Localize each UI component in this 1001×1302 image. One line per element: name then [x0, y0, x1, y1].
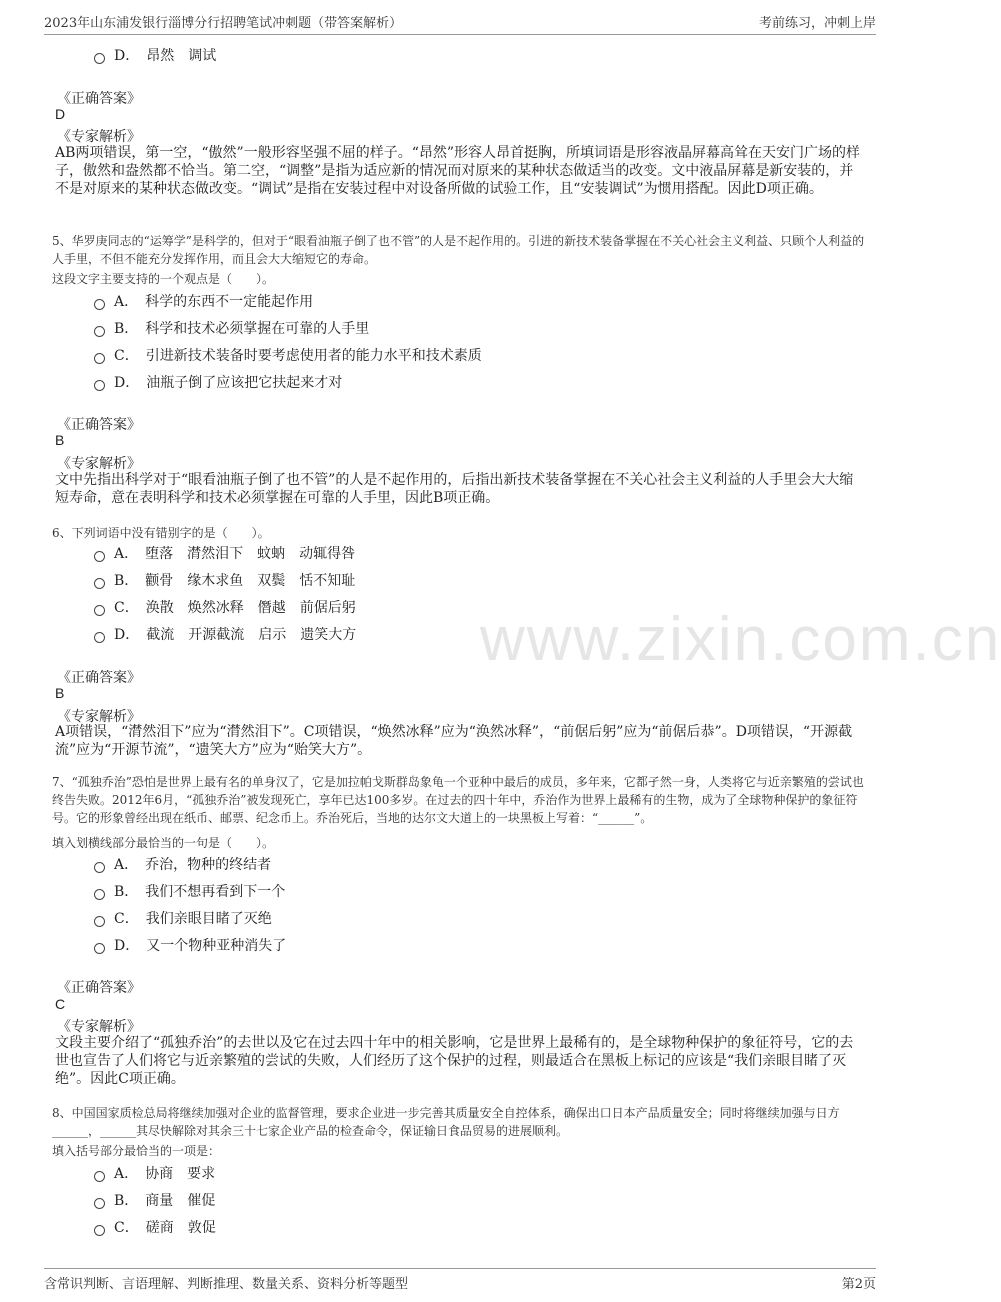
q5-option-c[interactable]: [94, 344, 482, 366]
answer-value: C: [55, 996, 66, 1012]
answer-label: 《正确答案》: [57, 417, 141, 433]
question-stem: 8、中国国家质检总局将继续加强对企业的监督管理，要求企业进一步完善其质量安全自控体系，确保出口日本产品质量安全；同时将继续加强与日方______，______其尽快解除对其余三十七家企业产品的检查命令，保证输日食品贸易的进展顺利。: [52, 1106, 840, 1138]
radio-icon[interactable]: [94, 943, 105, 954]
option-label: C． 引进新技术装备时要考虑使用者的能力水平和技术素质: [114, 348, 482, 364]
option-label: A． 乔治，物种的终结者: [114, 857, 272, 873]
option-label: B． 商量 催促: [114, 1193, 216, 1209]
radio-icon[interactable]: [94, 889, 105, 900]
option-label: C． 磋商 敦促: [114, 1220, 216, 1236]
page-footer: [44, 1268, 876, 1293]
radio-icon[interactable]: [94, 916, 105, 927]
q5-option-b[interactable]: [94, 317, 369, 339]
document-title: 2023年山东浦发银行淄博分行招聘笔试冲刺题（带答案解析）: [44, 16, 403, 31]
q8-option-c[interactable]: [94, 1216, 216, 1238]
q6-option-a[interactable]: [94, 542, 355, 564]
option-label: D． 截流 开源截流 启示 遗笑大方: [114, 627, 357, 643]
q5-option-a[interactable]: [94, 290, 313, 312]
question-prompt: 这段文字主要支持的一个观点是（ ）。: [52, 272, 275, 286]
header-slogan: 考前练习，冲刺上岸: [758, 16, 876, 31]
q8-option-a[interactable]: [94, 1162, 215, 1184]
radio-icon[interactable]: [94, 53, 105, 64]
answer-value: B: [55, 685, 65, 701]
option-label: A． 协商 要求: [114, 1166, 216, 1182]
q7-option-b[interactable]: [94, 880, 285, 902]
radio-icon[interactable]: [94, 632, 105, 643]
option-label: A． 科学的东西不一定能起作用: [114, 294, 314, 310]
option-label: C． 我们亲眼目睹了灭绝: [114, 911, 272, 927]
question-prompt: 填入括号部分最恰当的一项是：: [52, 1144, 221, 1158]
option-label: D． 昂然 调试: [114, 48, 217, 64]
answer-value: D: [55, 106, 66, 122]
option-label: D． 油瓶子倒了应该把它扶起来才对: [114, 375, 343, 391]
option-label: B． 我们不想再看到下一个: [114, 884, 286, 900]
radio-icon[interactable]: [94, 380, 105, 391]
q6-option-d[interactable]: [94, 623, 356, 645]
analysis-label: 《专家解析》: [57, 1019, 141, 1035]
analysis-label: 《专家解析》: [57, 709, 141, 725]
answer-label: 《正确答案》: [57, 670, 141, 686]
analysis-text: 文中先指出科学对于“眼看油瓶子倒了也不管”的人是不起作用的，后指出新技术装备掌握在不关心社会主义利益的人手里会大大缩短寿命，意在表明科学和技术必须掌握在可靠的人手里，因此B项正确。: [55, 472, 854, 506]
page-header: [44, 10, 876, 35]
question-prompt: 填入划横线部分最恰当的一句是（ ）。: [52, 836, 275, 850]
question-stem: 6、下列词语中没有错别字的是（ ）。: [52, 526, 270, 540]
option-label: D． 又一个物种亚种消失了: [114, 938, 287, 954]
analysis-label: 《专家解析》: [57, 129, 141, 145]
option-label: B． 颧骨 缘木求鱼 双鬓 恬不知耻: [114, 573, 356, 589]
q5-option-d[interactable]: [94, 371, 342, 393]
radio-icon[interactable]: [94, 862, 105, 873]
radio-icon[interactable]: [94, 353, 105, 364]
radio-icon[interactable]: [94, 299, 105, 310]
radio-icon[interactable]: [94, 1171, 105, 1182]
question-stem: 5、华罗庚同志的“运筹学”是科学的，但对于“眼看油瓶子倒了也不管”的人是不起作用的。引进的新技术装备掌握在不关心社会主义利益、只顾个人利益的人手里，不但不能充分发挥作用，而且会大大缩短它的寿命。: [52, 234, 865, 266]
page-number: 第2页: [841, 1277, 876, 1292]
option-label: A． 堕落 潸然泪下 蚊蚋 动辄得咎: [114, 546, 356, 562]
q7-option-a[interactable]: [94, 853, 271, 875]
footer-categories: 含常识判断、言语理解、判断推理、数量关系、资料分析等题型: [44, 1277, 409, 1292]
answer-label: 《正确答案》: [57, 91, 141, 107]
q6-option-c[interactable]: [94, 596, 356, 618]
radio-icon[interactable]: [94, 326, 105, 337]
option-label: B． 科学和技术必须掌握在可靠的人手里: [114, 321, 370, 337]
q6-option-b[interactable]: [94, 569, 355, 591]
q8-option-b[interactable]: [94, 1189, 215, 1211]
radio-icon[interactable]: [94, 551, 105, 562]
question-stem: 7、“孤独乔治”恐怕是世界上最有名的单身汉了，它是加拉帕戈斯群岛象龟一个亚种中最后的成员，多年来，它都孑然一身，人类将它与近亲繁殖的尝试也终告失败。2012年6月，“孤独乔治”被发现死亡，享年已达100多岁。在过去的四十年中，乔治作为世界上最稀有的生物，成为了全球物种保护的象征符号。它的形象曾经出现在纸币、邮票、纪念币上。乔治死后，当地的达尔文大道上的一块黑板上写着：“______”。: [52, 775, 864, 825]
radio-icon[interactable]: [94, 605, 105, 616]
radio-icon[interactable]: [94, 578, 105, 589]
answer-value: B: [55, 432, 65, 448]
analysis-text: A项错误，“潸然泪下”应为“潸然泪下”。C项错误，“焕然冰释”应为“涣然冰释”，“前倨后躬”应为“前倨后恭”。D项错误，“开源截流”应为“开源节流”，“遗笑大方”应为“贻笑大方”。: [55, 724, 853, 758]
analysis-label: 《专家解析》: [57, 456, 141, 472]
analysis-text: AB两项错误，第一空，“傲然”一般形容坚强不屈的样子。“昂然”形容人昂首挺胸，所填词语是形容液晶屏幕高耸在天安门广场的样子，傲然和盎然都不恰当。第二空，“调整”是指为适应新的情况而对原来的某种状态做适当的改变。文中液晶屏幕是新安装的，并不是对原来的某种状态做改变。“调试”是指在安装过程中对设备所做的试验工作，且“安装调试”为惯用搭配。因此D项正确。: [55, 145, 861, 197]
watermark: www.zixin.com.cn: [480, 605, 1001, 674]
q7-option-c[interactable]: [94, 907, 272, 929]
radio-icon[interactable]: [94, 1225, 105, 1236]
q4-option-d[interactable]: [94, 44, 216, 66]
radio-icon[interactable]: [94, 1198, 105, 1209]
q7-option-d[interactable]: [94, 934, 286, 956]
analysis-text: 文段主要介绍了“孤独乔治”的去世以及它在过去四十年中的相关影响，它是世界上最稀有的，是全球物种保护的象征符号，它的去世也宣告了人们将它与近亲繁殖的尝试的失败，人们经历了这个保护的过程，则最适合在黑板上标记的应该是“我们亲眼目睹了灭绝”。因此C项正确。: [55, 1035, 854, 1087]
option-label: C． 涣散 焕然冰释 僭越 前倨后躬: [114, 600, 356, 616]
answer-label: 《正确答案》: [57, 980, 141, 996]
